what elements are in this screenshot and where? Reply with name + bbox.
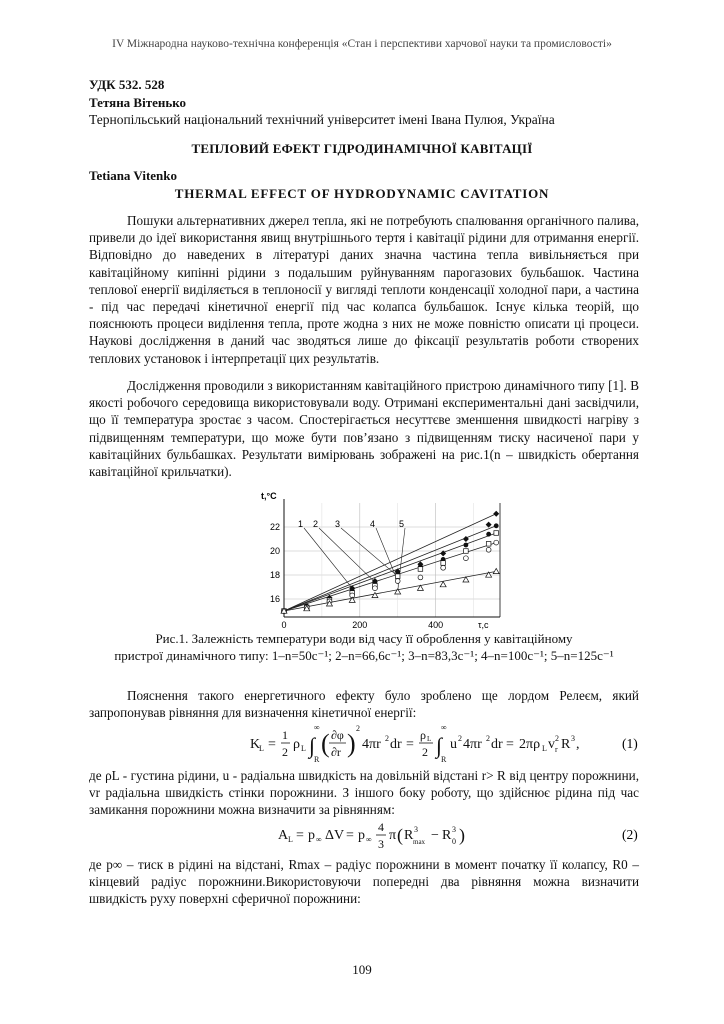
svg-text:3: 3 (378, 837, 384, 851)
leader-line-3 (341, 528, 398, 576)
equation-2 (276, 818, 643, 854)
svg-text:A: A (278, 828, 289, 843)
title-ua: ТЕПЛОВИЙ ЕФЕКТ ГІДРОДИНАМІЧНОЇ КАВІТАЦІЇ (191, 141, 533, 156)
data-point-3 (441, 561, 446, 566)
svg-text:0: 0 (452, 837, 456, 846)
y-tick-label: 20 (269, 546, 280, 556)
svg-text:4πr: 4πr (463, 737, 482, 752)
data-point-4 (463, 556, 468, 561)
svg-text:ρ: ρ (420, 728, 426, 742)
data-point-5 (440, 582, 446, 587)
data-point-2 (494, 523, 499, 528)
equation-1-number: (1) (622, 736, 638, 751)
author-en: Tetiana Vitenko (89, 168, 178, 183)
curve-label-1: 1 (298, 519, 304, 529)
curve-label-2: 2 (313, 519, 319, 529)
svg-text:∫: ∫ (436, 733, 443, 758)
caption-line-2: пристрої динамічного типу: 1–n=50с⁻¹; 2–n=66,6с⁻¹; 3–n=83,3с⁻¹; 4–n=100с⁻¹; 5–n=125с⁻¹ (114, 648, 614, 663)
data-point-3 (464, 549, 469, 554)
data-point-2 (486, 532, 491, 537)
svg-text:∞: ∞ (441, 723, 447, 732)
svg-text:R: R (404, 828, 414, 843)
svg-text:L: L (427, 735, 432, 743)
svg-text:L: L (288, 835, 293, 844)
svg-text:(: ( (321, 729, 330, 758)
svg-text:L: L (542, 744, 547, 753)
svg-text:(: ( (397, 825, 403, 845)
svg-text:3: 3 (414, 825, 418, 834)
caption-line-1: Рис.1. Залежність температури води від часу її оброблення у кавітаційному (155, 631, 573, 646)
x-tick-label: 0 (281, 620, 287, 630)
svg-text:2: 2 (282, 745, 288, 759)
data-point-5 (493, 568, 499, 573)
svg-text:∂φ: ∂φ (331, 728, 344, 742)
x-axis-label: τ,c (478, 620, 489, 630)
data-point-3 (494, 531, 499, 536)
svg-text:dr: dr (390, 737, 402, 752)
data-point-4 (441, 565, 446, 570)
svg-text:4: 4 (378, 820, 384, 834)
svg-text:3: 3 (452, 825, 456, 834)
y-tick-label: 22 (269, 522, 280, 532)
x-tick-label: 200 (352, 620, 368, 630)
paragraph-1 (89, 212, 639, 367)
svg-text:): ) (459, 825, 465, 845)
y-axis-label: t,°C (261, 491, 277, 501)
svg-text:∞: ∞ (366, 835, 372, 844)
data-point-4 (494, 540, 499, 545)
data-point-3 (395, 574, 400, 579)
leader-line-2 (319, 528, 375, 582)
svg-text:=: = (296, 828, 304, 843)
svg-text:K: K (250, 737, 261, 752)
trend-line-5 (284, 571, 496, 611)
svg-text:∞: ∞ (316, 835, 322, 844)
data-point-1 (440, 550, 446, 556)
svg-text:∂r: ∂r (331, 745, 341, 759)
svg-text:p: p (308, 828, 315, 843)
svg-text:v: v (548, 737, 555, 752)
svg-text:,: , (576, 737, 580, 752)
svg-text:2: 2 (555, 734, 559, 743)
svg-text:∫: ∫ (309, 733, 316, 758)
svg-text:p: p (358, 828, 365, 843)
data-point-3 (486, 542, 491, 547)
paragraph-1-text: Пошуки альтернативних джерел тепла, які не потребують спалювання органічного палива, привели до ідеї використання явищ внутрішнього тертя і кавітації рідини для отримання енергії. Відповідно до наведених в літературі даних значна частина тепла вивільняється при кавітаційному кипінні рідини з подальшим руйнуванням парогазових бульбашок. Частина теплової енергії виділяється в теплоносії у вигляді теплоти конденсації холодної пари, а частина - під час передачі кінетичної енергії під час колапса бульбашок. Існує кілька теорій, що пояснюють процеси виділення тепла, проте жодна з них не може повністю описати ці процеси. Наукові дослідження в даний час зводяться лише до фіксації результатів роботи створених теплових установок і інтерпретації цих результатів. (89, 213, 639, 366)
svg-text:ΔV: ΔV (325, 828, 345, 843)
svg-text:1: 1 (282, 728, 288, 742)
curve-label-4: 4 (370, 519, 376, 529)
svg-text:R: R (314, 755, 320, 764)
data-point-4 (418, 575, 423, 580)
equation-2-number: (2) (622, 827, 638, 842)
svg-text:dr: dr (491, 737, 503, 752)
svg-text:2πρ: 2πρ (519, 737, 541, 752)
author-ua: Тетяна Вітенько (89, 95, 187, 110)
data-point-4 (486, 547, 491, 552)
svg-text:−: − (431, 828, 439, 843)
svg-text:R: R (442, 828, 452, 843)
svg-text:r: r (555, 745, 558, 754)
svg-text:2: 2 (385, 734, 389, 743)
svg-text:u: u (450, 737, 457, 752)
svg-text:L: L (259, 744, 264, 753)
svg-text:π: π (389, 828, 397, 843)
svg-text:=: = (268, 737, 276, 752)
y-tick-label: 16 (269, 594, 280, 604)
data-point-4 (373, 586, 378, 591)
svg-text:R: R (561, 737, 571, 752)
data-point-4 (395, 579, 400, 584)
figure-caption (89, 630, 639, 664)
paragraph-5-text: де p∞ – тиск в рідині на відстані, Rmax – радіус порожнини в момент початку її колапсу, R0 – кінцевий радіус порожнини.Використовуючи попередні два рівняння можна визначити швидкість руху поверхні сферичної порожнини: (89, 857, 639, 907)
svg-text:): ) (347, 729, 356, 758)
data-point-2 (463, 543, 468, 548)
data-point-1 (486, 522, 492, 528)
data-point-3 (418, 567, 423, 572)
conference-header: IV Міжнародна науково-технічна конференція «Стан і перспективи харчової науки та промисловості» (112, 38, 612, 50)
temperature-chart (258, 491, 508, 631)
paragraph-3-text: Пояснення такого енергетичного ефекту було зроблено ще лордом Релеєм, який запропонував рівняння для визначення кінетичної енергії: (89, 688, 639, 721)
svg-text:ρ: ρ (293, 737, 300, 752)
svg-text:=: = (346, 828, 354, 843)
title-en: THERMAL EFFECT OF HYDRODYNAMIC CAVITATION (174, 186, 550, 201)
curve-label-5: 5 (399, 519, 405, 529)
svg-text:2: 2 (486, 734, 490, 743)
affiliation: Тернопільський національний технічний університет імені Івана Пулюя, Україна (89, 112, 555, 127)
svg-text:∞: ∞ (314, 723, 320, 732)
curve-label-3: 3 (335, 519, 341, 529)
svg-text:4πr: 4πr (362, 737, 381, 752)
paragraph-4-text: де ρL - густина рідини, u - радіальна швидкість на довільній відстані r> R від центру порожнини, vr радіальна швидкість стінки порожнини. З іншого боку роботу, що здійснює рідина під час замикання порожнини можна визначити за рівнянням: (89, 768, 639, 818)
paragraph-2 (89, 377, 639, 480)
x-tick-label: 400 (428, 620, 444, 630)
data-point-5 (372, 592, 378, 597)
equation-1 (248, 721, 643, 765)
svg-text:2: 2 (356, 724, 360, 733)
svg-text:2: 2 (422, 745, 428, 759)
svg-text:R: R (441, 755, 447, 764)
udk-code: УДК 532. 528 (89, 77, 165, 92)
paragraph-3 (89, 687, 639, 721)
svg-text:max: max (413, 838, 426, 846)
svg-text:=: = (406, 737, 414, 752)
svg-text:=: = (506, 737, 514, 752)
page-number: 109 (352, 962, 372, 977)
y-tick-label: 18 (269, 570, 280, 580)
paragraph-2-text: Дослідження проводили з використанням кавітаційного пристрою динамічного типу [1]. В якості робочого середовища використовували воду. Отримані експериментальні дані засвідчили, що її температура зростає з часом. Спостерігається несуттєве зменшення швидкості нагріву з підвищенням температури, що може бути пов’язано з підвищенням тиску насиченої пари у кавітаційних бульбашках. Результати вимірювань зображені на рис.1(n – швидкість обертання кавітаційної крильчатки). (89, 378, 639, 480)
svg-text:3: 3 (571, 734, 575, 743)
svg-text:2: 2 (458, 734, 462, 743)
data-point-1 (493, 511, 499, 517)
paragraph-5 (89, 856, 639, 908)
svg-text:L: L (301, 744, 306, 753)
paragraph-4 (89, 767, 639, 819)
